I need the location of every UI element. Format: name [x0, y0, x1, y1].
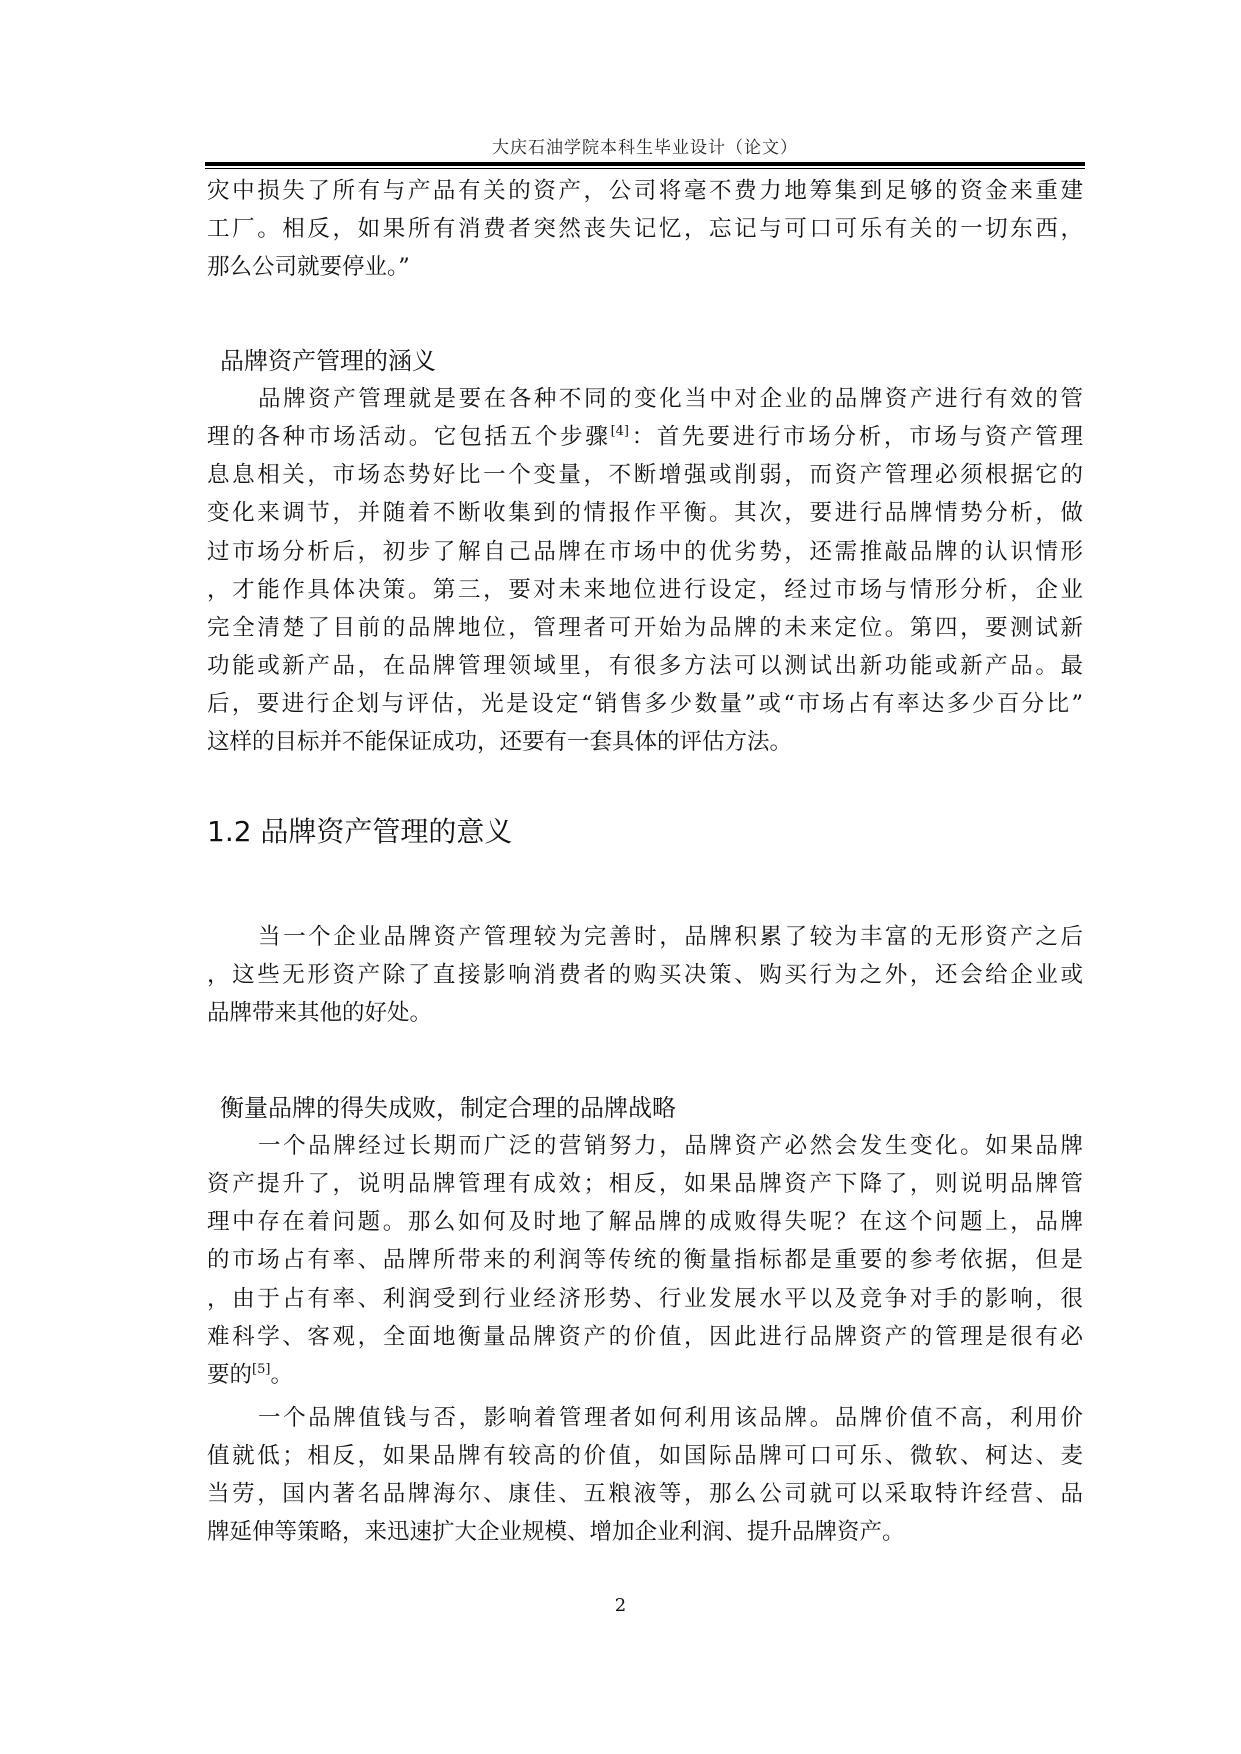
- header-rule-thin: [205, 168, 1085, 169]
- paragraph-line: 值就低；相反，如果品牌有较高的价值，如国际品牌可口可乐、微软、柯达、麦: [207, 1443, 1083, 1469]
- paragraph-line: 一个品牌经过长期而广泛的营销努力，品牌资产必然会发生变化。如果品牌: [258, 1133, 1083, 1159]
- line-text: ：首先要进行市场分析，市场与资产管理: [628, 424, 1083, 450]
- paragraph-line: 这样的目标并不能保证成功，还要有一套具体的评估方法。: [207, 729, 793, 755]
- document-header: 大庆石油学院本科生毕业设计（论文）: [492, 138, 798, 158]
- paragraph-line: 牌延伸等策略，来迅速扩大企业规模、增加企业利润、提升品牌资产。: [207, 1519, 905, 1545]
- citation: [5]: [252, 1362, 271, 1377]
- paragraph-line: [207, 422, 1083, 452]
- paragraph-line: ，才能作具体决策。第三，要对未来地位进行设定，经过市场与情形分析，企业: [207, 577, 1083, 603]
- paragraph-line: 难科学、客观，全面地衡量品牌资产的价值，因此进行品牌资产的管理是很有必: [207, 1324, 1083, 1350]
- paragraph-line: 当一个企业品牌资产管理较为完善时，品牌积累了较为丰富的无形资产之后: [258, 924, 1083, 950]
- paragraph-line: ，这些无形资产除了直接影响消费者的购买决策、购买行为之外，还会给企业或: [207, 962, 1083, 988]
- paragraph-line: 后，要进行企划与评估，光是设定“销售多少数量”或“市场占有率达多少百分比”: [207, 691, 1083, 717]
- section-heading-meaning: 品牌资产管理的涵义: [220, 347, 436, 375]
- line-text: 理的各种市场活动。它包括五个步骤: [207, 424, 611, 450]
- paragraph-line: 当劳，国内著名品牌海尔、康佳、五粮液等，那么公司就可以采取特许经营、品: [207, 1481, 1083, 1507]
- paragraph-line: 过市场分析后，初步了解自己品牌在市场中的优劣势，还需推敲品牌的认识情形: [207, 539, 1083, 565]
- paragraph-line: 品牌带来其他的好处。: [207, 1000, 433, 1026]
- paragraph-line: 的市场占有率、品牌所带来的利润等传统的衡量指标都是重要的参考依据，但是: [207, 1247, 1083, 1273]
- line-text: 要的: [207, 1362, 253, 1388]
- header-rule-thick: [205, 162, 1085, 166]
- paragraph-line: 变化来调节，并随着不断收集到的情报作平衡。其次，要进行品牌情势分析，做: [207, 500, 1083, 526]
- paragraph-line: 一个品牌值钱与否，影响着管理者如何利用该品牌。品牌价值不高，利用价: [258, 1405, 1083, 1431]
- paragraph-line: 资产提升了，说明品牌管理有成效；相反，如果品牌资产下降了，则说明品牌管: [207, 1171, 1083, 1197]
- paragraph-line: 理中存在着问题。那么如何及时地了解品牌的成败得失呢？在这个问题上，品牌: [207, 1209, 1083, 1235]
- paragraph-line: 工厂。相反，如果所有消费者突然丧失记忆，忘记与可口可乐有关的一切东西，: [207, 216, 1083, 242]
- section-heading-1-2: 1.2 品牌资产管理的意义: [207, 815, 513, 848]
- paragraph-line: 完全清楚了目前的品牌地位，管理者可开始为品牌的未来定位。第四，要测试新: [207, 615, 1083, 641]
- citation: [4]: [610, 424, 629, 439]
- line-text: 。: [270, 1362, 293, 1388]
- paragraph-line: 品牌资产管理就是要在各种不同的变化当中对企业的品牌资产进行有效的管: [258, 386, 1083, 412]
- paragraph-line: 功能或新产品，在品牌管理领域里，有很多方法可以测试出新功能或新产品。最: [207, 653, 1083, 679]
- section-heading-measure: 衡量品牌的得失成败，制定合理的品牌战略: [220, 1094, 676, 1122]
- paragraph-line: ，由于占有率、利润受到行业经济形势、行业发展水平以及竞争对手的影响，很: [207, 1286, 1083, 1312]
- paragraph-line: [207, 1360, 1083, 1390]
- paragraph-line: 那么公司就要停业。”: [207, 254, 410, 280]
- page-number: 2: [614, 1595, 627, 1616]
- paragraph-line: 灾中损失了所有与产品有关的资产，公司将毫不费力地筹集到足够的资金来重建: [207, 178, 1083, 204]
- paragraph-line: 息息相关，市场态势好比一个变量，不断增强或削弱，而资产管理必须根据它的: [207, 462, 1083, 488]
